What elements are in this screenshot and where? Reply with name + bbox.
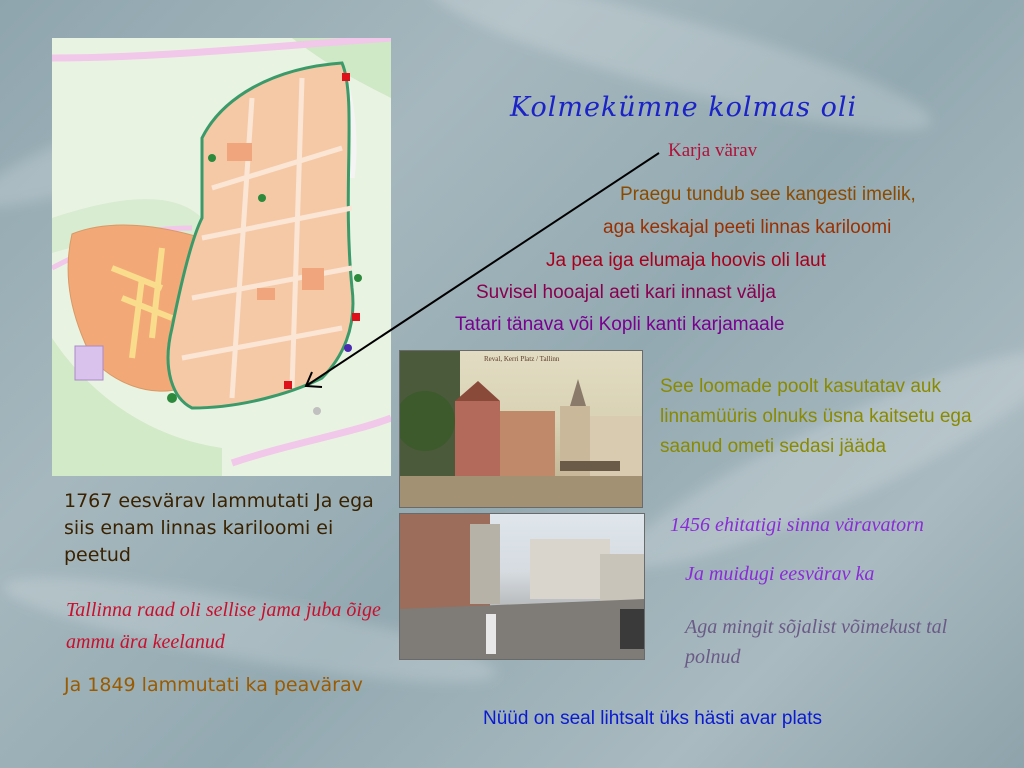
- slide-subtitle: Karja värav: [668, 140, 758, 161]
- right-line-1: Praegu tundub see kangesti imelik,: [620, 184, 916, 205]
- left-text-1: 1767 eesvärav lammutati Ja ega siis enam linnas kariloomi ei peetud: [64, 490, 374, 566]
- slide-title: Kolmekümne kolmas oli: [510, 92, 858, 123]
- left-text-2: Tallinna raad oli sellise jama juba õige ammu ära keelanud: [66, 599, 381, 653]
- right-line-3: Ja pea iga elumaja hoovis oli laut: [546, 250, 826, 271]
- postcard-caption: Reval, Kerri Platz / Tallinn: [484, 355, 560, 363]
- historic-postcard: [399, 350, 643, 508]
- italic-line-3: Aga mingit sõjalist võimekust tal polnud: [685, 616, 948, 668]
- left-text-3: Ja 1849 lammutati ka peavärav: [64, 674, 363, 696]
- bottom-text: Nüüd on seal lihtsalt üks hästi avar plats: [483, 708, 823, 729]
- right-line-2: aga keskajal peeti linnas kariloomi: [603, 217, 892, 238]
- right-line-4: Suvisel hooajal aeti kari innast välja: [476, 282, 776, 303]
- italic-line-1: 1456 ehitatigi sinna väravatorn: [670, 514, 924, 536]
- italic-line-2: Ja muidugi eesvärav ka: [685, 563, 875, 585]
- modern-street-photo: [399, 513, 645, 660]
- right-line-5: Tatari tänava või Kopli kanti karjamaale: [455, 314, 785, 335]
- olive-paragraph: See loomade poolt kasutatav auk linnamüüris olnuks üsna kaitsetu ega saanud ometi sedasi jääda: [660, 376, 972, 457]
